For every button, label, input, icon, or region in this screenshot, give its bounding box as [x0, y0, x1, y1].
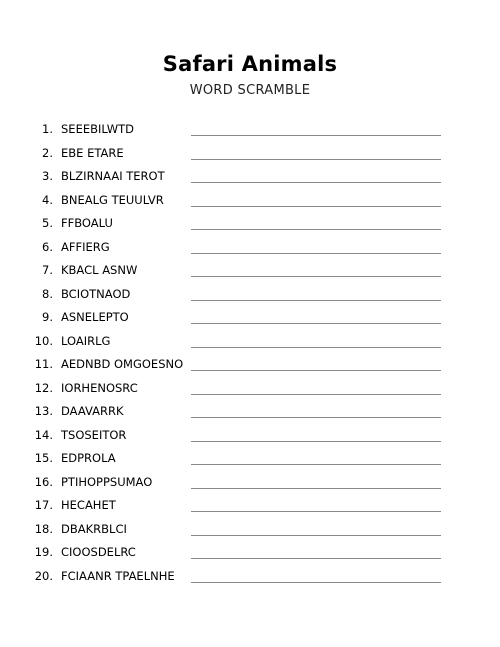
answer-line — [191, 464, 441, 465]
scrambled-word: ASNELEPTO — [61, 310, 129, 324]
list-item — [0, 424, 500, 448]
list-item — [0, 118, 500, 142]
answer-line — [191, 535, 441, 536]
scrambled-word: CIOOSDELRC — [61, 545, 136, 559]
list-item — [0, 189, 500, 213]
answer-line — [191, 159, 441, 160]
list-item — [0, 565, 500, 589]
item-number: 12. — [34, 380, 53, 395]
answer-line — [191, 394, 441, 395]
answer-line — [191, 323, 441, 324]
list-item — [0, 541, 500, 565]
item-number: 8. — [42, 286, 53, 301]
page-title: Safari Animals — [162, 52, 338, 76]
answer-line — [191, 582, 441, 583]
scrambled-word: EDPROLA — [61, 451, 116, 465]
scrambled-word: KBACL ASNW — [61, 263, 138, 277]
item-number: 9. — [42, 310, 53, 324]
answer-line — [191, 182, 441, 183]
scrambled-word: BNEALG TEUULVR — [61, 192, 164, 207]
list-item — [0, 142, 500, 166]
answer-line — [191, 229, 441, 230]
scrambled-word: EBE ETARE — [61, 145, 124, 160]
item-number: 1. — [42, 122, 53, 136]
page-subtitle: WORD SCRAMBLE — [189, 83, 311, 98]
scrambled-word: AEDNBD OMGOESNO — [61, 357, 184, 371]
list-item — [0, 377, 500, 401]
item-number: 20. — [34, 568, 53, 583]
list-item — [0, 330, 500, 354]
answer-line — [191, 488, 441, 489]
item-number: 7. — [42, 263, 53, 277]
scrambled-word: DAAVARRK — [61, 404, 124, 418]
scrambled-word: FFBOALU — [61, 216, 113, 230]
item-number: 11. — [34, 357, 53, 371]
item-number: 2. — [42, 145, 53, 160]
list-item — [0, 447, 500, 471]
list-item — [0, 283, 500, 307]
item-number: 18. — [34, 521, 53, 536]
word-list — [0, 118, 500, 588]
list-item — [0, 212, 500, 236]
answer-line — [191, 276, 441, 277]
item-number: 3. — [42, 169, 53, 183]
item-number: 4. — [42, 192, 53, 207]
scrambled-word: BCIOTNAOD — [61, 286, 131, 301]
list-item — [0, 165, 500, 189]
list-item — [0, 236, 500, 260]
answer-line — [191, 253, 441, 254]
answer-line — [191, 558, 441, 559]
answer-line — [191, 347, 441, 348]
list-item — [0, 494, 500, 518]
answer-line — [191, 135, 441, 136]
item-number: 15. — [34, 451, 53, 465]
answer-line — [191, 370, 441, 371]
answer-line — [191, 300, 441, 301]
scrambled-word: DBAKRBLCI — [61, 521, 127, 536]
item-number: 14. — [34, 427, 53, 442]
answer-line — [191, 417, 441, 418]
list-item — [0, 518, 500, 542]
answer-line — [191, 441, 441, 442]
scrambled-word: TSOSEITOR — [61, 427, 127, 442]
list-item — [0, 400, 500, 424]
item-number: 6. — [42, 239, 53, 254]
list-item — [0, 306, 500, 330]
item-number: 19. — [34, 545, 53, 559]
answer-line — [191, 511, 441, 512]
item-number: 13. — [34, 404, 53, 418]
item-number: 17. — [34, 498, 53, 512]
item-number: 16. — [34, 474, 53, 489]
item-number: 5. — [42, 216, 53, 230]
scrambled-word: FCIAANR TPAELNHE — [61, 568, 175, 583]
scrambled-word: SEEEBILWTD — [61, 122, 134, 136]
scrambled-word: AFFIERG — [61, 239, 110, 254]
item-number: 10. — [34, 333, 53, 348]
list-item — [0, 353, 500, 377]
scrambled-word: LOAIRLG — [61, 333, 111, 348]
scrambled-word: HECAHET — [61, 498, 116, 512]
scrambled-word: IORHENOSRC — [61, 380, 138, 395]
list-item — [0, 471, 500, 495]
scrambled-word: PTIHOPPSUMAO — [61, 474, 153, 489]
list-item — [0, 259, 500, 283]
scrambled-word: BLZIRNAAI TEROT — [61, 169, 165, 183]
answer-line — [191, 206, 441, 207]
